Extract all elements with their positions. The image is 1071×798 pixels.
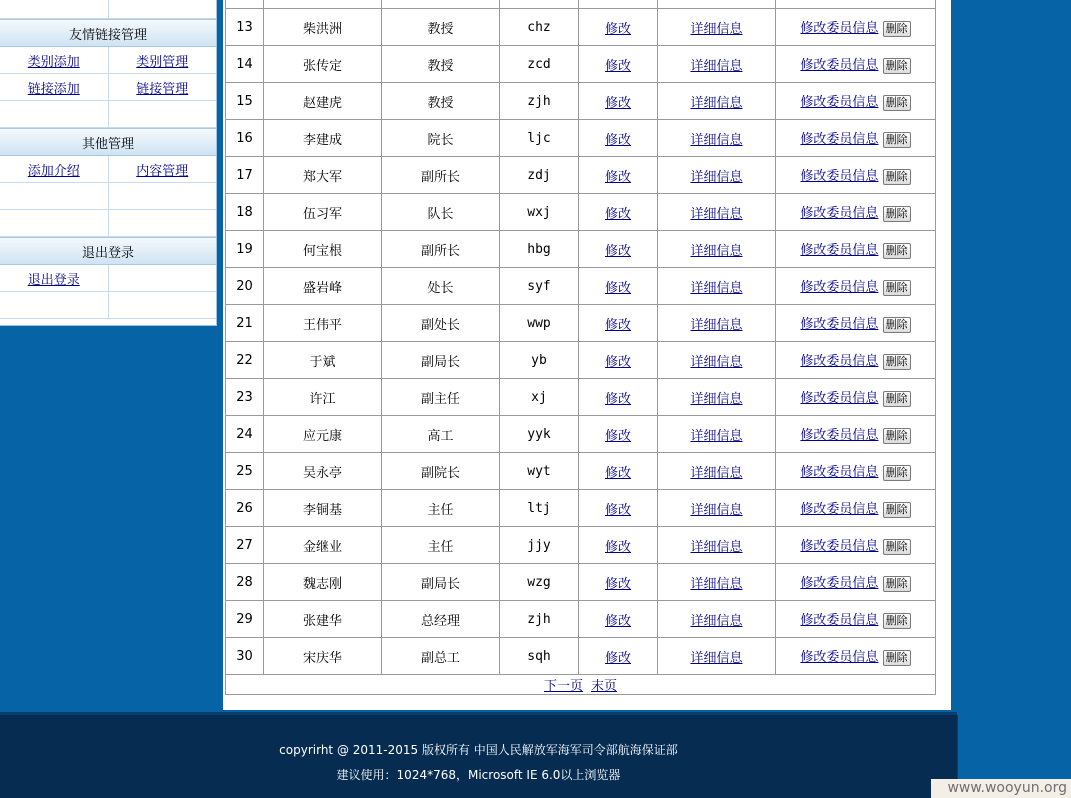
delete-button[interactable]: 删除 (883, 502, 911, 518)
edit-link[interactable]: 修改 (604, 95, 631, 111)
detail-cell (658, 453, 776, 490)
edit-member-link[interactable]: 修改委员信息 (800, 502, 879, 518)
row-title: 教授 (382, 46, 500, 83)
sidebar-row (0, 74, 216, 101)
row-code: syf (500, 268, 579, 305)
member-actions-cell (776, 46, 936, 83)
sidebar-cell (109, 292, 217, 318)
edit-member-link[interactable]: 修改委员信息 (800, 465, 879, 481)
edit-cell (579, 231, 658, 268)
row-name: 伍习军 (264, 194, 382, 231)
row-code: yyk (500, 416, 579, 453)
edit-member-link[interactable]: 修改委员信息 (800, 428, 879, 444)
edit-link[interactable]: 修改 (604, 243, 631, 259)
sidebar-row (0, 47, 216, 74)
sidebar-cell (109, 101, 217, 127)
edit-link[interactable]: 修改 (604, 354, 631, 370)
detail-cell (658, 46, 776, 83)
edit-link[interactable]: 修改 (604, 21, 631, 37)
edit-link[interactable]: 修改 (604, 576, 631, 592)
delete-button[interactable]: 删除 (883, 317, 911, 333)
edit-member-link[interactable]: 修改委员信息 (800, 280, 879, 296)
detail-link[interactable]: 详细信息 (690, 95, 743, 111)
sidebar-cell (0, 101, 109, 127)
row-id: 20 (226, 268, 264, 305)
row-id: 14 (226, 46, 264, 83)
edit-link[interactable]: 修改 (604, 650, 631, 666)
detail-cell (658, 305, 776, 342)
member-actions-cell (776, 453, 936, 490)
sidebar-cell (109, 265, 217, 291)
detail-link[interactable]: 详细信息 (690, 206, 743, 222)
row-name: 于斌 (264, 342, 382, 379)
table-row (226, 453, 936, 490)
row-title: 副局长 (382, 564, 500, 601)
delete-button[interactable]: 删除 (883, 650, 911, 666)
sidebar-cell (109, 0, 217, 18)
sidebar-row (0, 265, 216, 292)
delete-button[interactable]: 删除 (883, 613, 911, 629)
row-title: 副处长 (382, 305, 500, 342)
edit-cell (579, 9, 658, 46)
row-code: wxj (500, 194, 579, 231)
detail-cell (658, 120, 776, 157)
table-row (226, 9, 936, 46)
row-code: wyt (500, 453, 579, 490)
table-cell (658, 0, 776, 9)
sidebar-link[interactable]: 类别管理 (136, 54, 189, 70)
row-code: hbg (500, 231, 579, 268)
table-cell (500, 0, 579, 9)
footer (0, 715, 958, 798)
row-id: 30 (226, 638, 264, 675)
pager-row (226, 675, 936, 695)
row-code: yb (500, 342, 579, 379)
row-id: 25 (226, 453, 264, 490)
table-row (226, 120, 936, 157)
row-id: 15 (226, 83, 264, 120)
sidebar-cell (0, 183, 109, 209)
edit-member-link[interactable]: 修改委员信息 (800, 613, 879, 629)
detail-link[interactable]: 详细信息 (690, 391, 743, 407)
row-id: 27 (226, 527, 264, 564)
edit-member-link[interactable]: 修改委员信息 (800, 317, 879, 333)
detail-cell (658, 527, 776, 564)
delete-button[interactable]: 删除 (883, 132, 911, 148)
row-title: 副主任 (382, 379, 500, 416)
last-page-link[interactable]: 末页 (591, 679, 618, 694)
row-name: 何宝根 (264, 231, 382, 268)
sidebar-cell (109, 74, 217, 100)
edit-cell (579, 601, 658, 638)
row-title: 队长 (382, 194, 500, 231)
row-name: 张传定 (264, 46, 382, 83)
row-title: 副所长 (382, 157, 500, 194)
sidebar-row (0, 292, 216, 319)
sidebar-row (0, 210, 216, 237)
row-code: ltj (500, 490, 579, 527)
detail-link[interactable]: 详细信息 (690, 613, 743, 629)
detail-cell (658, 231, 776, 268)
member-actions-cell (776, 638, 936, 675)
member-actions-cell (776, 120, 936, 157)
edit-link[interactable]: 修改 (604, 391, 631, 407)
table-row (226, 490, 936, 527)
row-code: zdj (500, 157, 579, 194)
table-cell (776, 0, 936, 9)
row-name: 李建成 (264, 120, 382, 157)
row-name: 宋庆华 (264, 638, 382, 675)
sidebar-row (0, 156, 216, 183)
row-id: 24 (226, 416, 264, 453)
row-name: 李铜基 (264, 490, 382, 527)
sidebar-row (0, 0, 216, 19)
row-code: zcd (500, 46, 579, 83)
sidebar (0, 0, 217, 326)
row-title: 教授 (382, 9, 500, 46)
row-title: 处长 (382, 268, 500, 305)
row-id: 28 (226, 564, 264, 601)
table-row (226, 157, 936, 194)
edit-link[interactable]: 修改 (604, 465, 631, 481)
edit-cell (579, 157, 658, 194)
detail-link[interactable]: 详细信息 (690, 539, 743, 555)
edit-link[interactable]: 修改 (604, 317, 631, 333)
table-row (226, 194, 936, 231)
member-actions-cell (776, 564, 936, 601)
detail-link[interactable]: 详细信息 (690, 428, 743, 444)
row-id: 21 (226, 305, 264, 342)
delete-button[interactable]: 删除 (883, 206, 911, 222)
edit-member-link[interactable]: 修改委员信息 (800, 539, 879, 555)
member-actions-cell (776, 157, 936, 194)
table-row (226, 0, 936, 9)
sidebar-link[interactable]: 链接添加 (27, 81, 80, 97)
row-name: 魏志刚 (264, 564, 382, 601)
delete-button[interactable]: 删除 (883, 465, 911, 481)
row-name: 许江 (264, 379, 382, 416)
edit-cell (579, 342, 658, 379)
sidebar-row (0, 183, 216, 210)
edit-cell (579, 194, 658, 231)
member-actions-cell (776, 268, 936, 305)
edit-link[interactable]: 修改 (604, 428, 631, 444)
detail-cell (658, 83, 776, 120)
sidebar-cell (0, 0, 109, 18)
row-id: 23 (226, 379, 264, 416)
member-actions-cell (776, 194, 936, 231)
delete-button[interactable]: 删除 (883, 576, 911, 592)
edit-cell (579, 46, 658, 83)
row-name: 柴洪洲 (264, 9, 382, 46)
row-name: 赵建虎 (264, 83, 382, 120)
sidebar-row (0, 101, 216, 128)
sidebar-cell (0, 74, 109, 100)
next-page-link[interactable]: 下一页 (543, 679, 583, 694)
footer-copyright: copyrirht @ 2011-2015 版权所有 中国人民解放军海军司令部航海保证部 (279, 743, 678, 757)
edit-member-link[interactable]: 修改委员信息 (800, 206, 879, 222)
sidebar-cell (109, 47, 217, 73)
detail-cell (658, 490, 776, 527)
member-actions-cell (776, 231, 936, 268)
edit-member-link[interactable]: 修改委员信息 (800, 95, 879, 111)
delete-button[interactable]: 删除 (883, 95, 911, 111)
edit-link[interactable]: 修改 (604, 206, 631, 222)
row-name: 王伟平 (264, 305, 382, 342)
table-cell (579, 0, 658, 9)
sidebar-group-header: 友情链接管理 (0, 19, 216, 47)
edit-cell (579, 527, 658, 564)
table-row (226, 46, 936, 83)
detail-link[interactable]: 详细信息 (690, 58, 743, 74)
row-name: 吴永亭 (264, 453, 382, 490)
row-name: 张建华 (264, 601, 382, 638)
edit-member-link[interactable]: 修改委员信息 (800, 58, 879, 74)
row-title: 副院长 (382, 453, 500, 490)
row-id: 22 (226, 342, 264, 379)
delete-button[interactable]: 删除 (883, 58, 911, 74)
member-actions-cell (776, 416, 936, 453)
table-row (226, 342, 936, 379)
sidebar-link[interactable]: 内容管理 (136, 163, 189, 179)
sidebar-cell (109, 210, 217, 236)
row-title: 总经理 (382, 601, 500, 638)
row-title: 副所长 (382, 231, 500, 268)
edit-link[interactable]: 修改 (604, 132, 631, 148)
row-id: 18 (226, 194, 264, 231)
detail-link[interactable]: 详细信息 (690, 650, 743, 666)
sidebar-link[interactable]: 链接管理 (136, 81, 189, 97)
member-actions-cell (776, 490, 936, 527)
table-row (226, 638, 936, 675)
sidebar-group-header: 退出登录 (0, 237, 216, 265)
sidebar-cell (109, 156, 217, 182)
sidebar-cell (109, 183, 217, 209)
delete-button[interactable]: 删除 (883, 169, 911, 185)
delete-button[interactable]: 删除 (883, 539, 911, 555)
sidebar-cell (0, 156, 109, 182)
row-id: 16 (226, 120, 264, 157)
edit-cell (579, 268, 658, 305)
table-row (226, 601, 936, 638)
detail-link[interactable]: 详细信息 (690, 21, 743, 37)
pager (226, 675, 936, 695)
detail-link[interactable]: 详细信息 (690, 576, 743, 592)
edit-link[interactable]: 修改 (604, 539, 631, 555)
member-actions-cell (776, 527, 936, 564)
member-actions-cell (776, 83, 936, 120)
edit-link[interactable]: 修改 (604, 502, 631, 518)
member-table (225, 0, 936, 695)
row-title: 高工 (382, 416, 500, 453)
detail-cell (658, 638, 776, 675)
edit-cell (579, 83, 658, 120)
member-actions-cell (776, 9, 936, 46)
edit-member-link[interactable]: 修改委员信息 (800, 21, 879, 37)
footer-browser-hint: 建议使用：1024*768，Microsoft IE 6.0以上浏览器 (336, 768, 621, 782)
row-id: 26 (226, 490, 264, 527)
edit-cell (579, 638, 658, 675)
sidebar-link[interactable]: 退出登录 (27, 272, 80, 288)
edit-cell (579, 379, 658, 416)
detail-link[interactable]: 详细信息 (690, 243, 743, 259)
edit-member-link[interactable]: 修改委员信息 (800, 576, 879, 592)
sidebar-group-header: 其他管理 (0, 128, 216, 156)
edit-member-link[interactable]: 修改委员信息 (800, 391, 879, 407)
detail-link[interactable]: 详细信息 (690, 354, 743, 370)
table-row (226, 231, 936, 268)
row-code: jjy (500, 527, 579, 564)
row-title: 主任 (382, 490, 500, 527)
row-name: 盛岩峰 (264, 268, 382, 305)
table-row (226, 379, 936, 416)
edit-cell (579, 120, 658, 157)
edit-link[interactable]: 修改 (604, 169, 631, 185)
delete-button[interactable]: 删除 (883, 243, 911, 259)
table-row (226, 416, 936, 453)
edit-cell (579, 416, 658, 453)
sidebar-cell (0, 210, 109, 236)
detail-cell (658, 342, 776, 379)
row-id: 17 (226, 157, 264, 194)
edit-cell (579, 453, 658, 490)
detail-link[interactable]: 详细信息 (690, 280, 743, 296)
member-actions-cell (776, 342, 936, 379)
row-title: 副总工 (382, 638, 500, 675)
row-title: 主任 (382, 527, 500, 564)
detail-cell (658, 564, 776, 601)
row-name: 应元康 (264, 416, 382, 453)
row-code: zjh (500, 601, 579, 638)
edit-cell (579, 490, 658, 527)
row-id: 19 (226, 231, 264, 268)
delete-button[interactable]: 删除 (883, 280, 911, 296)
row-title: 副局长 (382, 342, 500, 379)
edit-member-link[interactable]: 修改委员信息 (800, 243, 879, 259)
main-panel (223, 0, 951, 710)
row-code: sqh (500, 638, 579, 675)
row-id: 13 (226, 9, 264, 46)
detail-cell (658, 416, 776, 453)
detail-cell (658, 157, 776, 194)
detail-cell (658, 379, 776, 416)
edit-cell (579, 305, 658, 342)
delete-button[interactable]: 删除 (883, 428, 911, 444)
table-cell (226, 0, 264, 9)
detail-link[interactable]: 详细信息 (690, 502, 743, 518)
table-row (226, 527, 936, 564)
detail-link[interactable]: 详细信息 (690, 465, 743, 481)
row-code: ljc (500, 120, 579, 157)
edit-link[interactable]: 修改 (604, 280, 631, 296)
row-name: 金继业 (264, 527, 382, 564)
member-actions-cell (776, 379, 936, 416)
table-row (226, 564, 936, 601)
detail-link[interactable]: 详细信息 (690, 169, 743, 185)
row-code: xj (500, 379, 579, 416)
table-row (226, 305, 936, 342)
delete-button[interactable]: 删除 (883, 391, 911, 407)
sidebar-cell (0, 265, 109, 291)
edit-link[interactable]: 修改 (604, 58, 631, 74)
watermark: www.wooyun.org (931, 779, 1071, 798)
table-cell (264, 0, 382, 9)
row-id: 29 (226, 601, 264, 638)
row-code: chz (500, 9, 579, 46)
detail-link[interactable]: 详细信息 (690, 132, 743, 148)
detail-cell (658, 601, 776, 638)
row-name: 郑大军 (264, 157, 382, 194)
sidebar-link[interactable]: 类别添加 (27, 54, 80, 70)
detail-link[interactable]: 详细信息 (690, 317, 743, 333)
edit-member-link[interactable]: 修改委员信息 (800, 132, 879, 148)
row-title: 院长 (382, 120, 500, 157)
table-row (226, 268, 936, 305)
sidebar-cell (0, 47, 109, 73)
delete-button[interactable]: 删除 (883, 21, 911, 37)
row-code: zjh (500, 83, 579, 120)
sidebar-cell (0, 292, 109, 318)
detail-cell (658, 268, 776, 305)
row-code: wwp (500, 305, 579, 342)
sidebar-link[interactable]: 添加介绍 (27, 163, 80, 179)
row-title: 教授 (382, 83, 500, 120)
detail-cell (658, 9, 776, 46)
edit-link[interactable]: 修改 (604, 613, 631, 629)
detail-cell (658, 194, 776, 231)
member-actions-cell (776, 305, 936, 342)
member-actions-cell (776, 601, 936, 638)
edit-member-link[interactable]: 修改委员信息 (800, 650, 879, 666)
edit-member-link[interactable]: 修改委员信息 (800, 354, 879, 370)
delete-button[interactable]: 删除 (883, 354, 911, 370)
table-cell (382, 0, 500, 9)
table-row (226, 83, 936, 120)
edit-cell (579, 564, 658, 601)
row-code: wzg (500, 564, 579, 601)
edit-member-link[interactable]: 修改委员信息 (800, 169, 879, 185)
